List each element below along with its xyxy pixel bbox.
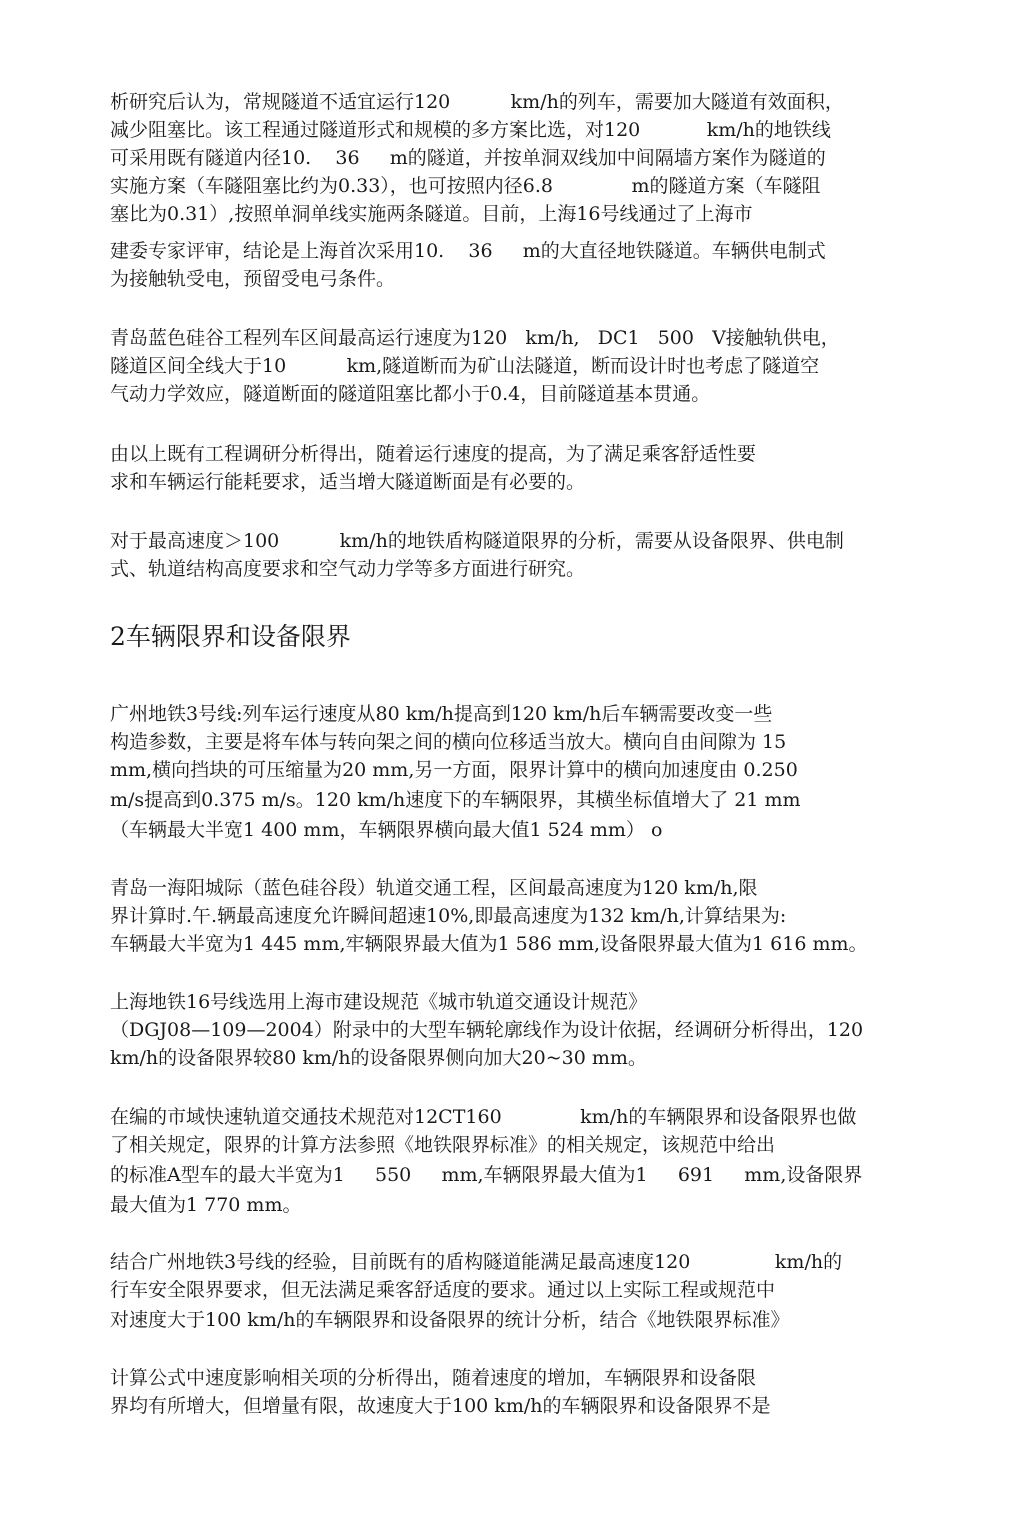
text-line: 减少阻塞比。该工程通过隧道形式和规模的多方案比选，对120 km/h的地铁线 — [110, 119, 831, 141]
text-line: 广州地铁3号线:列车运行速度从80 km/h提高到120 km/h后车辆需要改变一些 — [110, 703, 773, 725]
text-line: 计算公式中速度影响相关项的分析得出，随着速度的增加，车辆限界和设备限 — [110, 1367, 757, 1389]
text-line: 行车安全限界要求，但无法满足乘客舒适度的要求。通过以上实际工程或规范中 — [110, 1279, 776, 1301]
text-line: 结合广州地铁3号线的经验，目前既有的盾构隧道能满足最高速度120 km/h的 — [110, 1251, 843, 1273]
text-line: 的标准A型车的最大半宽为1 550 mm,车辆限界最大值为1 691 mm,设备限界 — [110, 1164, 863, 1186]
text-line: 由以上既有工程调研分析得出，随着运行速度的提高，为了满足乘客舒适性要 — [110, 443, 757, 465]
text-line: 上海地铁16号线选用上海市建设规范《城市轨道交通设计规范》 — [110, 991, 648, 1013]
text-line: mm,横向挡块的可压缩量为20 mm,另一方面，限界计算中的横向加速度由 0.250 — [110, 759, 798, 781]
text-line: 车辆最大半宽为1 445 mm,牢辆限界最大值为1 586 mm,设备限界最大值为1 616 mm。 — [110, 933, 868, 955]
text-line: 隧道区间全线大于10 km,隧道断而为矿山法隧道，断而设计时也考虑了隧道空 — [110, 355, 820, 377]
text-line: 塞比为0.31）,按照单洞单线实施两条隧道。目前，上海16号线通过了上海市 — [110, 203, 753, 225]
text-line: （车辆最大半宽1 400 mm，车辆限界横向最大值1 524 mm） o — [110, 819, 663, 841]
text-line: m/s提高到0.375 m/s。120 km/h速度下的车辆限界，其横坐标值增大了 21 mm — [110, 789, 801, 811]
text-line: 界均有所增大，但增量有限，故速度大于100 km/h的车辆限界和设备限界不是 — [110, 1395, 771, 1417]
text-line: 界计算时.午.辆最高速度允许瞬间超速10%,即最高速度为132 km/h,计算结果为: — [110, 905, 787, 927]
text-line: 析研究后认为，常规隧道不适宜运行120 km/h的列车，需要加大隧道有效面积， — [110, 91, 844, 113]
section-heading: 2车辆限界和设备限界 — [110, 622, 351, 651]
text-line: 实施方案（车隧阻塞比约为0.33），也可按照内径6.8 m的隧道方案（车隧阻 — [110, 175, 821, 197]
text-line: 为接触轨受电，预留受电弓条件。 — [110, 268, 396, 290]
text-line: 对于最高速度＞100 km/h的地铁盾构隧道限界的分析，需要从设备限界、供电制 — [110, 530, 844, 552]
text-line: 气动力学效应，隧道断面的隧道阻塞比都小于0.4，目前隧道基本贯通。 — [110, 383, 711, 405]
text-line: 了相关规定，限界的计算方法参照《地铁限界标准》的相关规定，该规范中给出 — [110, 1134, 776, 1156]
text-line: km/h的设备限界较80 km/h的设备限界侧向加大20~30 mm。 — [110, 1047, 647, 1069]
text-line: 式、轨道结构高度要求和空气动力学等多方面进行研究。 — [110, 558, 586, 580]
text-line: （DGJ08—109—2004）附录中的大型车辆轮廓线作为设计依据，经调研分析得出，120 — [110, 1019, 864, 1041]
text-line: 对速度大于100 km/h的车辆限界和设备限界的统计分析，结合《地铁限界标准》 — [110, 1309, 790, 1331]
text-line: 求和车辆运行能耗要求，适当增大隧道断面是有必要的。 — [110, 471, 586, 493]
text-line: 构造参数，主要是将车体与转向架之间的横向位移适当放大。横向自由间隙为 15 — [110, 731, 787, 753]
text-line: 青岛一海阳城际（蓝色硅谷段）轨道交通工程，区间最高速度为120 km/h,限 — [110, 877, 758, 899]
text-line: 在编的市域快速轨道交通技术规范对12CT160 km/h的车辆限界和设备限界也做 — [110, 1106, 857, 1128]
text-line: 青岛蓝色硅谷工程列车区间最高运行速度为120 km/h, DC1 500 V接触轨供电， — [110, 327, 840, 349]
text-line: 最大值为1 770 mm。 — [110, 1194, 302, 1216]
text-line: 可采用既有隧道内径10. 36 m的隧道，并按单洞双线加中间隔墙方案作为隧道的 — [110, 147, 826, 169]
text-line: 建委专家评审，结论是上海首次采用10. 36 m的大直径地铁隧道。车辆供电制式 — [110, 240, 826, 262]
